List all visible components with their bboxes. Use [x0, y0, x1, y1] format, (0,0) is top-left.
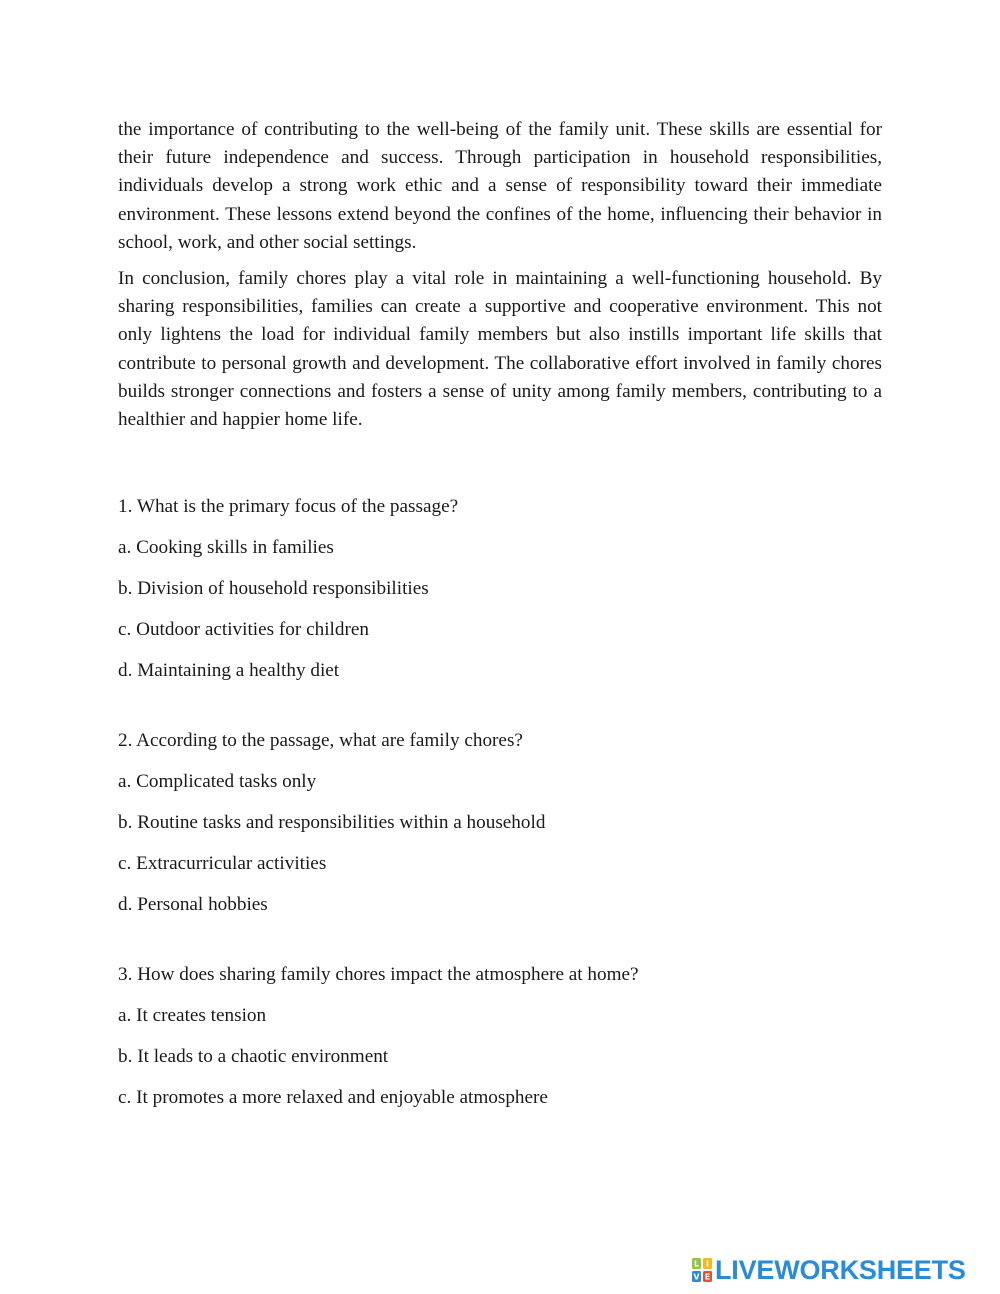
answer-option: d. Maintaining a healthy diet	[118, 660, 340, 681]
svg-text:E: E	[704, 1272, 711, 1282]
answer-option: c. Extracurricular activities	[118, 853, 327, 874]
answer-option: a. Cooking skills in families	[118, 537, 334, 558]
liveworksheets-logo	[692, 1255, 966, 1285]
question-prompt: 3. How does sharing family chores impact the atmosphere at home?	[118, 964, 639, 985]
question-prompt: 2. According to the passage, what are family chores?	[118, 730, 523, 751]
answer-option: d. Personal hobbies	[118, 894, 268, 915]
question-list	[118, 493, 882, 1154]
question-2	[118, 727, 882, 919]
passage-paragraph: the importance of contributing to the well-being of the family unit. These skills are essential for their future independence and success. Through participation in household responsibilities, individuals develop a strong work ethic and a sense of responsibility toward their immediate environment. These lessons extend beyond the confines of the home, influencing their behavior in school, work, and other social settings.	[118, 119, 882, 253]
passage-paragraph: In conclusion, family chores play a vital role in maintaining a well-functioning household. By sharing responsibilities, families can create a supportive and cooperative environment. This not only lightens the load for individual family members but also instills important life skills that contribute to personal growth and development. The collaborative effort involved in family chores builds stronger connections and fosters a sense of unity among family members, contributing to a healthier and happier home life.	[118, 268, 882, 431]
answer-option: b. Routine tasks and responsibilities within a household	[118, 812, 546, 833]
answer-option: c. It promotes a more relaxed and enjoyable atmosphere	[118, 1087, 548, 1108]
reading-passage	[118, 116, 882, 442]
svg-text:V: V	[693, 1272, 700, 1282]
question-3	[118, 961, 882, 1112]
answer-option: a. It creates tension	[118, 1005, 267, 1026]
liveworksheets-logo-icon	[692, 1258, 712, 1282]
svg-text:I: I	[706, 1259, 709, 1269]
question-1	[118, 493, 882, 685]
answer-option: b. It leads to a chaotic environment	[118, 1046, 389, 1067]
question-prompt: 1. What is the primary focus of the passage?	[118, 496, 459, 517]
logo-wordmark: LIVEWORKSHEETS	[715, 1255, 966, 1285]
answer-option: b. Division of household responsibilities	[118, 578, 429, 599]
answer-option: c. Outdoor activities for children	[118, 619, 369, 640]
answer-option: a. Complicated tasks only	[118, 771, 317, 792]
svg-text:L: L	[693, 1259, 700, 1269]
